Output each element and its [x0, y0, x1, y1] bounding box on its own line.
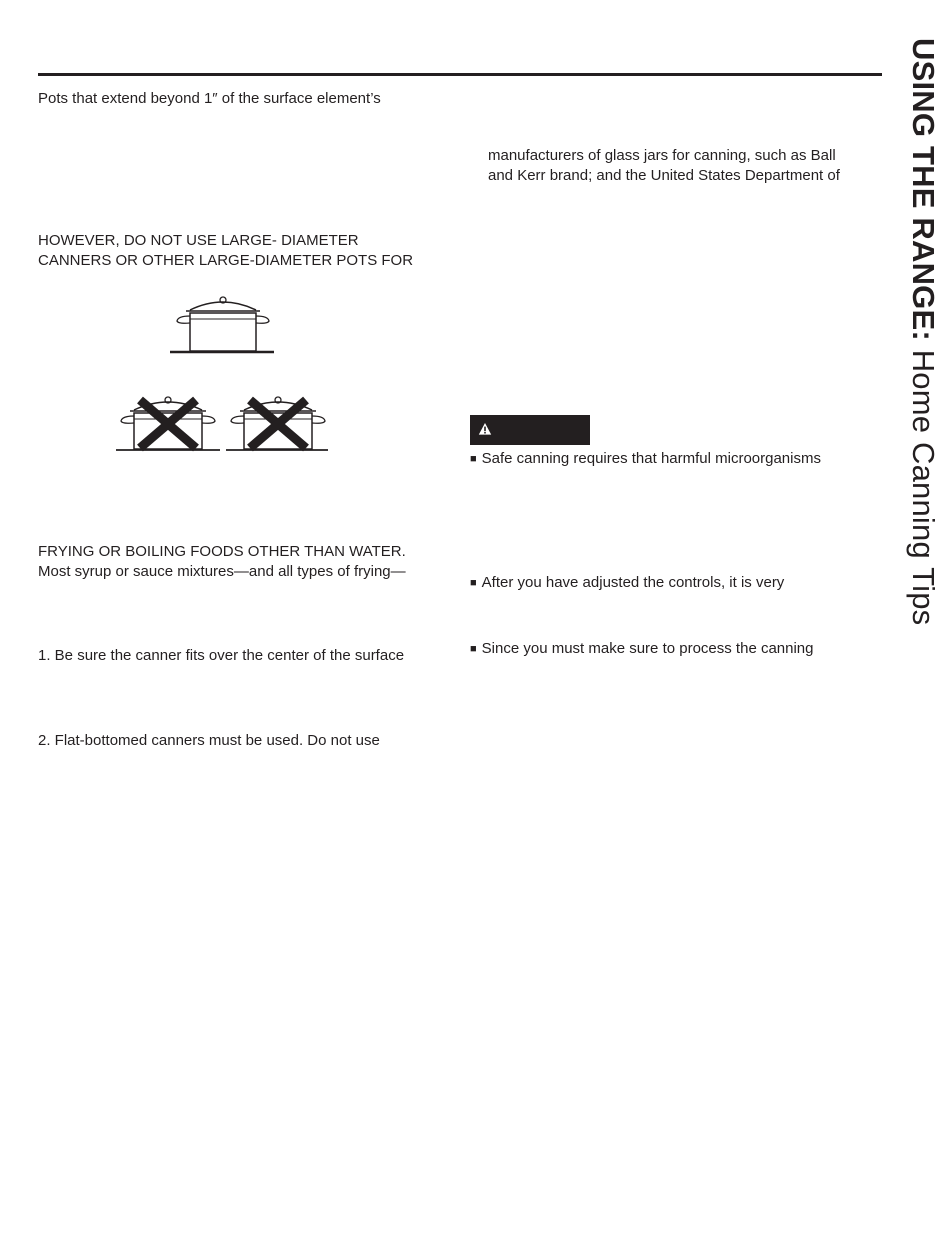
right-bullet-1-text: Safe canning requires that harmful microorganisms: [481, 450, 821, 467]
right-paragraph-1-line-2: and Kerr brand; and the United States Department of: [488, 167, 840, 184]
right-bullet-2-text: After you have adjusted the controls, it is very: [481, 574, 785, 591]
warning-triangle-icon: [478, 422, 492, 436]
bullet-square-icon: ■: [470, 453, 477, 465]
right-bullet-3-text: Since you must make sure to process the canning: [481, 640, 814, 657]
side-title-bold: USING THE RANGE:: [906, 38, 941, 341]
incorrect-pot-illustration-2: [226, 390, 332, 456]
header-rule: [38, 73, 882, 76]
left-paragraph-2-line-1: HOWEVER, DO NOT USE LARGE- DIAMETER: [38, 232, 359, 249]
correct-pot-illustration: [168, 290, 278, 356]
left-list-item-2: 2. Flat-bottomed canners must be used. Do not use: [38, 732, 380, 749]
incorrect-pot-illustration-1: [116, 390, 222, 456]
side-title-light: Home Canning Tips: [906, 340, 941, 626]
left-paragraph-2-line-2: CANNERS OR OTHER LARGE-DIAMETER POTS FOR: [38, 252, 414, 269]
right-bullet-3: [470, 639, 814, 659]
bullet-square-icon: ■: [470, 643, 477, 655]
right-bullet-1: [470, 449, 821, 469]
left-paragraph-3-line-1: FRYING OR BOILING FOODS OTHER THAN WATER.: [38, 543, 406, 560]
bullet-square-icon: ■: [470, 577, 477, 589]
warning-label-bar: [470, 415, 590, 445]
right-bullet-2: [470, 573, 784, 593]
left-list-item-1: 1. Be sure the canner fits over the center of the surface: [38, 647, 405, 664]
section-side-title: [903, 38, 945, 648]
right-paragraph-1-line-1: manufacturers of glass jars for canning, such as Ball: [488, 147, 836, 164]
left-paragraph-1: Pots that extend beyond 1″ of the surface element’s: [38, 90, 381, 107]
left-paragraph-3-line-2: Most syrup or sauce mixtures—and all types of frying—: [38, 563, 406, 580]
